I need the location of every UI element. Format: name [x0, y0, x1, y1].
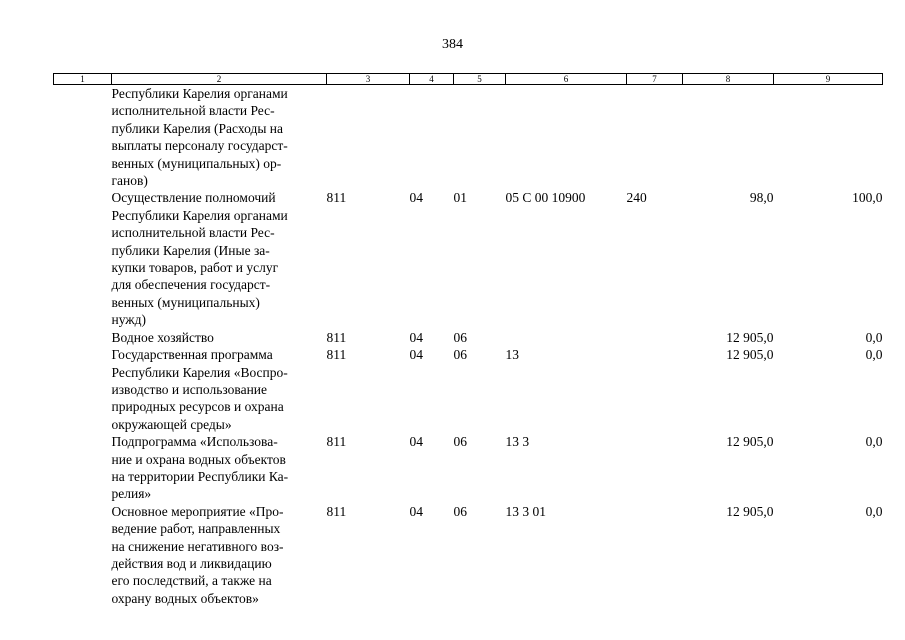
cell-amount-year-1: 12 905,0: [726, 347, 774, 363]
cell-target-article: 13 3: [505, 434, 530, 450]
item-name-line: публики Карелия (Иные за-: [111, 242, 270, 258]
item-name-line: охрану водных объектов»: [111, 590, 259, 606]
cell-column-1: [54, 346, 112, 433]
item-name-line: Осуществление полномочий: [111, 190, 276, 206]
cell-amount-year-2: [774, 85, 883, 190]
cell-chapter: 811: [326, 190, 347, 206]
table-row: [54, 85, 883, 190]
item-name-line: венных (муниципальных) ор-: [111, 155, 282, 171]
item-name-line: его последствий, а также на: [111, 573, 272, 589]
cell-item-name: [112, 433, 327, 503]
column-header-2: 2: [112, 74, 327, 85]
cell-amount-year-2: 100,0: [852, 190, 883, 206]
cell-column-1: [54, 329, 112, 346]
cell-expense-type: [627, 433, 683, 503]
column-number-row: [54, 74, 883, 85]
cell-amount-year-1: 12 905,0: [726, 329, 774, 345]
cell-subsection: 06: [453, 329, 467, 345]
item-name-line: выплаты персоналу государст-: [111, 138, 288, 154]
cell-expense-type: [627, 85, 683, 190]
item-name-line: Республики Карелия «Воспро-: [111, 364, 288, 380]
item-name-line: природных ресурсов и охрана: [111, 399, 284, 415]
cell-chapter: 811: [326, 329, 347, 345]
column-header-8: 8: [683, 74, 774, 85]
item-name-line: изводство и использование: [111, 381, 268, 397]
item-name-line: венных (муниципальных): [111, 294, 260, 310]
budget-table: [53, 73, 883, 607]
item-name-line: для обеспечения государст-: [111, 277, 271, 293]
column-header-5: 5: [454, 74, 506, 85]
item-name-line: релия»: [111, 486, 152, 502]
cell-column-1: [54, 433, 112, 503]
cell-expense-type: [627, 346, 683, 433]
cell-section: 04: [409, 190, 423, 206]
cell-column-1: [54, 189, 112, 328]
item-name-line: публики Карелия (Расходы на: [111, 120, 283, 136]
cell-subsection: 06: [453, 347, 467, 363]
cell-section: 04: [409, 329, 423, 345]
cell-section: 04: [409, 434, 423, 450]
cell-subsection: [454, 85, 506, 190]
cell-section: [410, 85, 454, 190]
cell-amount-year-1: [683, 85, 774, 190]
item-name-line: исполнительной власти Рес-: [111, 225, 275, 241]
cell-target-article: 05 С 00 10900: [505, 190, 586, 206]
cell-target-article: 13 3 01: [505, 503, 546, 519]
item-name-line: Республики Карелия органами: [111, 207, 288, 223]
cell-amount-year-2: 0,0: [865, 329, 883, 345]
table-row: [54, 189, 883, 328]
item-name-line: Водное хозяйство: [111, 329, 214, 345]
cell-column-1: [54, 85, 112, 190]
cell-amount-year-1: 12 905,0: [726, 503, 774, 519]
cell-expense-type: [627, 503, 683, 607]
item-name-line: нужд): [111, 312, 146, 328]
cell-item-name: [112, 85, 327, 190]
item-name-line: действия вод и ликвидацию: [111, 555, 272, 571]
table-row: [54, 346, 883, 433]
cell-amount-year-2: 0,0: [865, 434, 883, 450]
cell-amount-year-2: 0,0: [865, 347, 883, 363]
item-name-line: Основное мероприятие «Про-: [111, 503, 284, 519]
column-header-3: 3: [327, 74, 410, 85]
cell-amount-year-1: 98,0: [749, 190, 774, 206]
cell-expense-type: [627, 329, 683, 346]
column-header-9: 9: [774, 74, 883, 85]
table-row: [54, 329, 883, 346]
column-header-1: 1: [54, 74, 112, 85]
cell-section: 04: [409, 503, 423, 519]
cell-target-article: 13: [505, 347, 519, 363]
page-number: 384: [442, 37, 463, 52]
cell-column-1: [54, 503, 112, 607]
item-name-line: ние и охрана водных объектов: [111, 451, 286, 467]
cell-subsection: 01: [453, 190, 467, 206]
item-name-line: на снижение негативного воз-: [111, 538, 284, 554]
item-name-line: на территории Республики Ка-: [111, 468, 289, 484]
cell-item-name: [112, 346, 327, 433]
cell-expense-type: 240: [626, 190, 647, 206]
cell-chapter: 811: [326, 347, 347, 363]
cell-target-article: [506, 85, 627, 190]
cell-item-name: [112, 329, 327, 346]
cell-subsection: 06: [453, 503, 467, 519]
cell-item-name: [112, 503, 327, 607]
table-row: [54, 433, 883, 503]
column-header-6: 6: [506, 74, 627, 85]
cell-amount-year-2: 0,0: [865, 503, 883, 519]
item-name-line: исполнительной власти Рес-: [111, 103, 275, 119]
cell-chapter: 811: [326, 434, 347, 450]
cell-section: 04: [409, 347, 423, 363]
item-name-line: Республики Карелия органами: [111, 86, 288, 101]
item-name-line: окружающей среды»: [111, 416, 232, 432]
column-header-7: 7: [627, 74, 683, 85]
cell-chapter: [327, 85, 410, 190]
item-name-line: купки товаров, работ и услуг: [111, 260, 279, 276]
table-body: [54, 85, 883, 608]
column-header-4: 4: [410, 74, 454, 85]
item-name-line: ведение работ, направленных: [111, 521, 281, 537]
item-name-line: Подпрограмма «Использова-: [111, 434, 278, 450]
item-name-line: Государственная программа: [111, 347, 273, 363]
cell-item-name: [112, 189, 327, 328]
cell-target-article: [506, 329, 627, 346]
cell-chapter: 811: [326, 503, 347, 519]
item-name-line: ганов): [111, 173, 148, 189]
cell-amount-year-1: 12 905,0: [726, 434, 774, 450]
cell-subsection: 06: [453, 434, 467, 450]
table-row: [54, 503, 883, 607]
